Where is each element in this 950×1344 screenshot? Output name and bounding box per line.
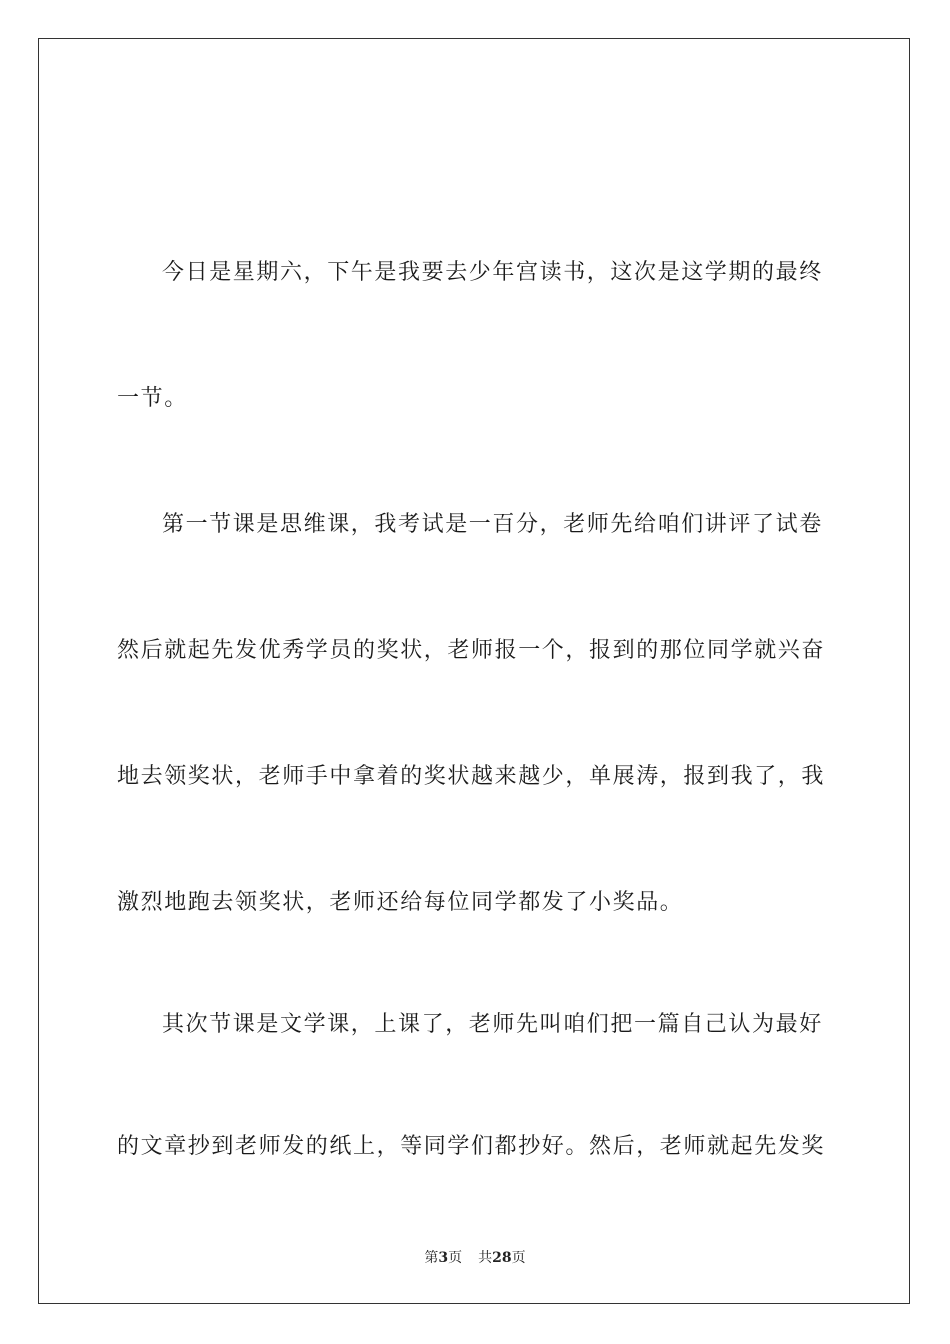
page-border	[38, 38, 910, 1304]
footer-total-suffix: 页	[511, 1250, 526, 1266]
footer-page-prefix: 第	[424, 1250, 439, 1266]
page-footer	[0, 1248, 950, 1268]
footer-page-number: 3	[438, 1250, 449, 1266]
footer-total-prefix: 共	[478, 1250, 493, 1266]
paragraph-line: 的文章抄到老师发的纸上，等同学们都抄好。然后，老师就起先发奖	[117, 1134, 826, 1159]
footer-total-pages: 28	[492, 1250, 512, 1266]
paragraph-line: 今日是星期六，下午是我要去少年宫读书，这次是这学期的最终	[162, 260, 823, 285]
paragraph-line: 一节。	[117, 386, 188, 411]
paragraph-line: 第一节课是思维课，我考试是一百分，老师先给咱们讲评了试卷	[162, 512, 823, 537]
paragraph-line: 其次节课是文学课，上课了，老师先叫咱们把一篇自己认为最好	[162, 1012, 823, 1037]
paragraph-line: 激烈地跑去领奖状，老师还给每位同学都发了小奖品。	[117, 890, 684, 915]
footer-page-suffix: 页	[448, 1250, 463, 1266]
paragraph-line: 地去领奖状，老师手中拿着的奖状越来越少，单展涛，报到我了，我	[117, 764, 826, 789]
paragraph-line: 然后就起先发优秀学员的奖状，老师报一个，报到的那位同学就兴奋	[117, 638, 826, 663]
